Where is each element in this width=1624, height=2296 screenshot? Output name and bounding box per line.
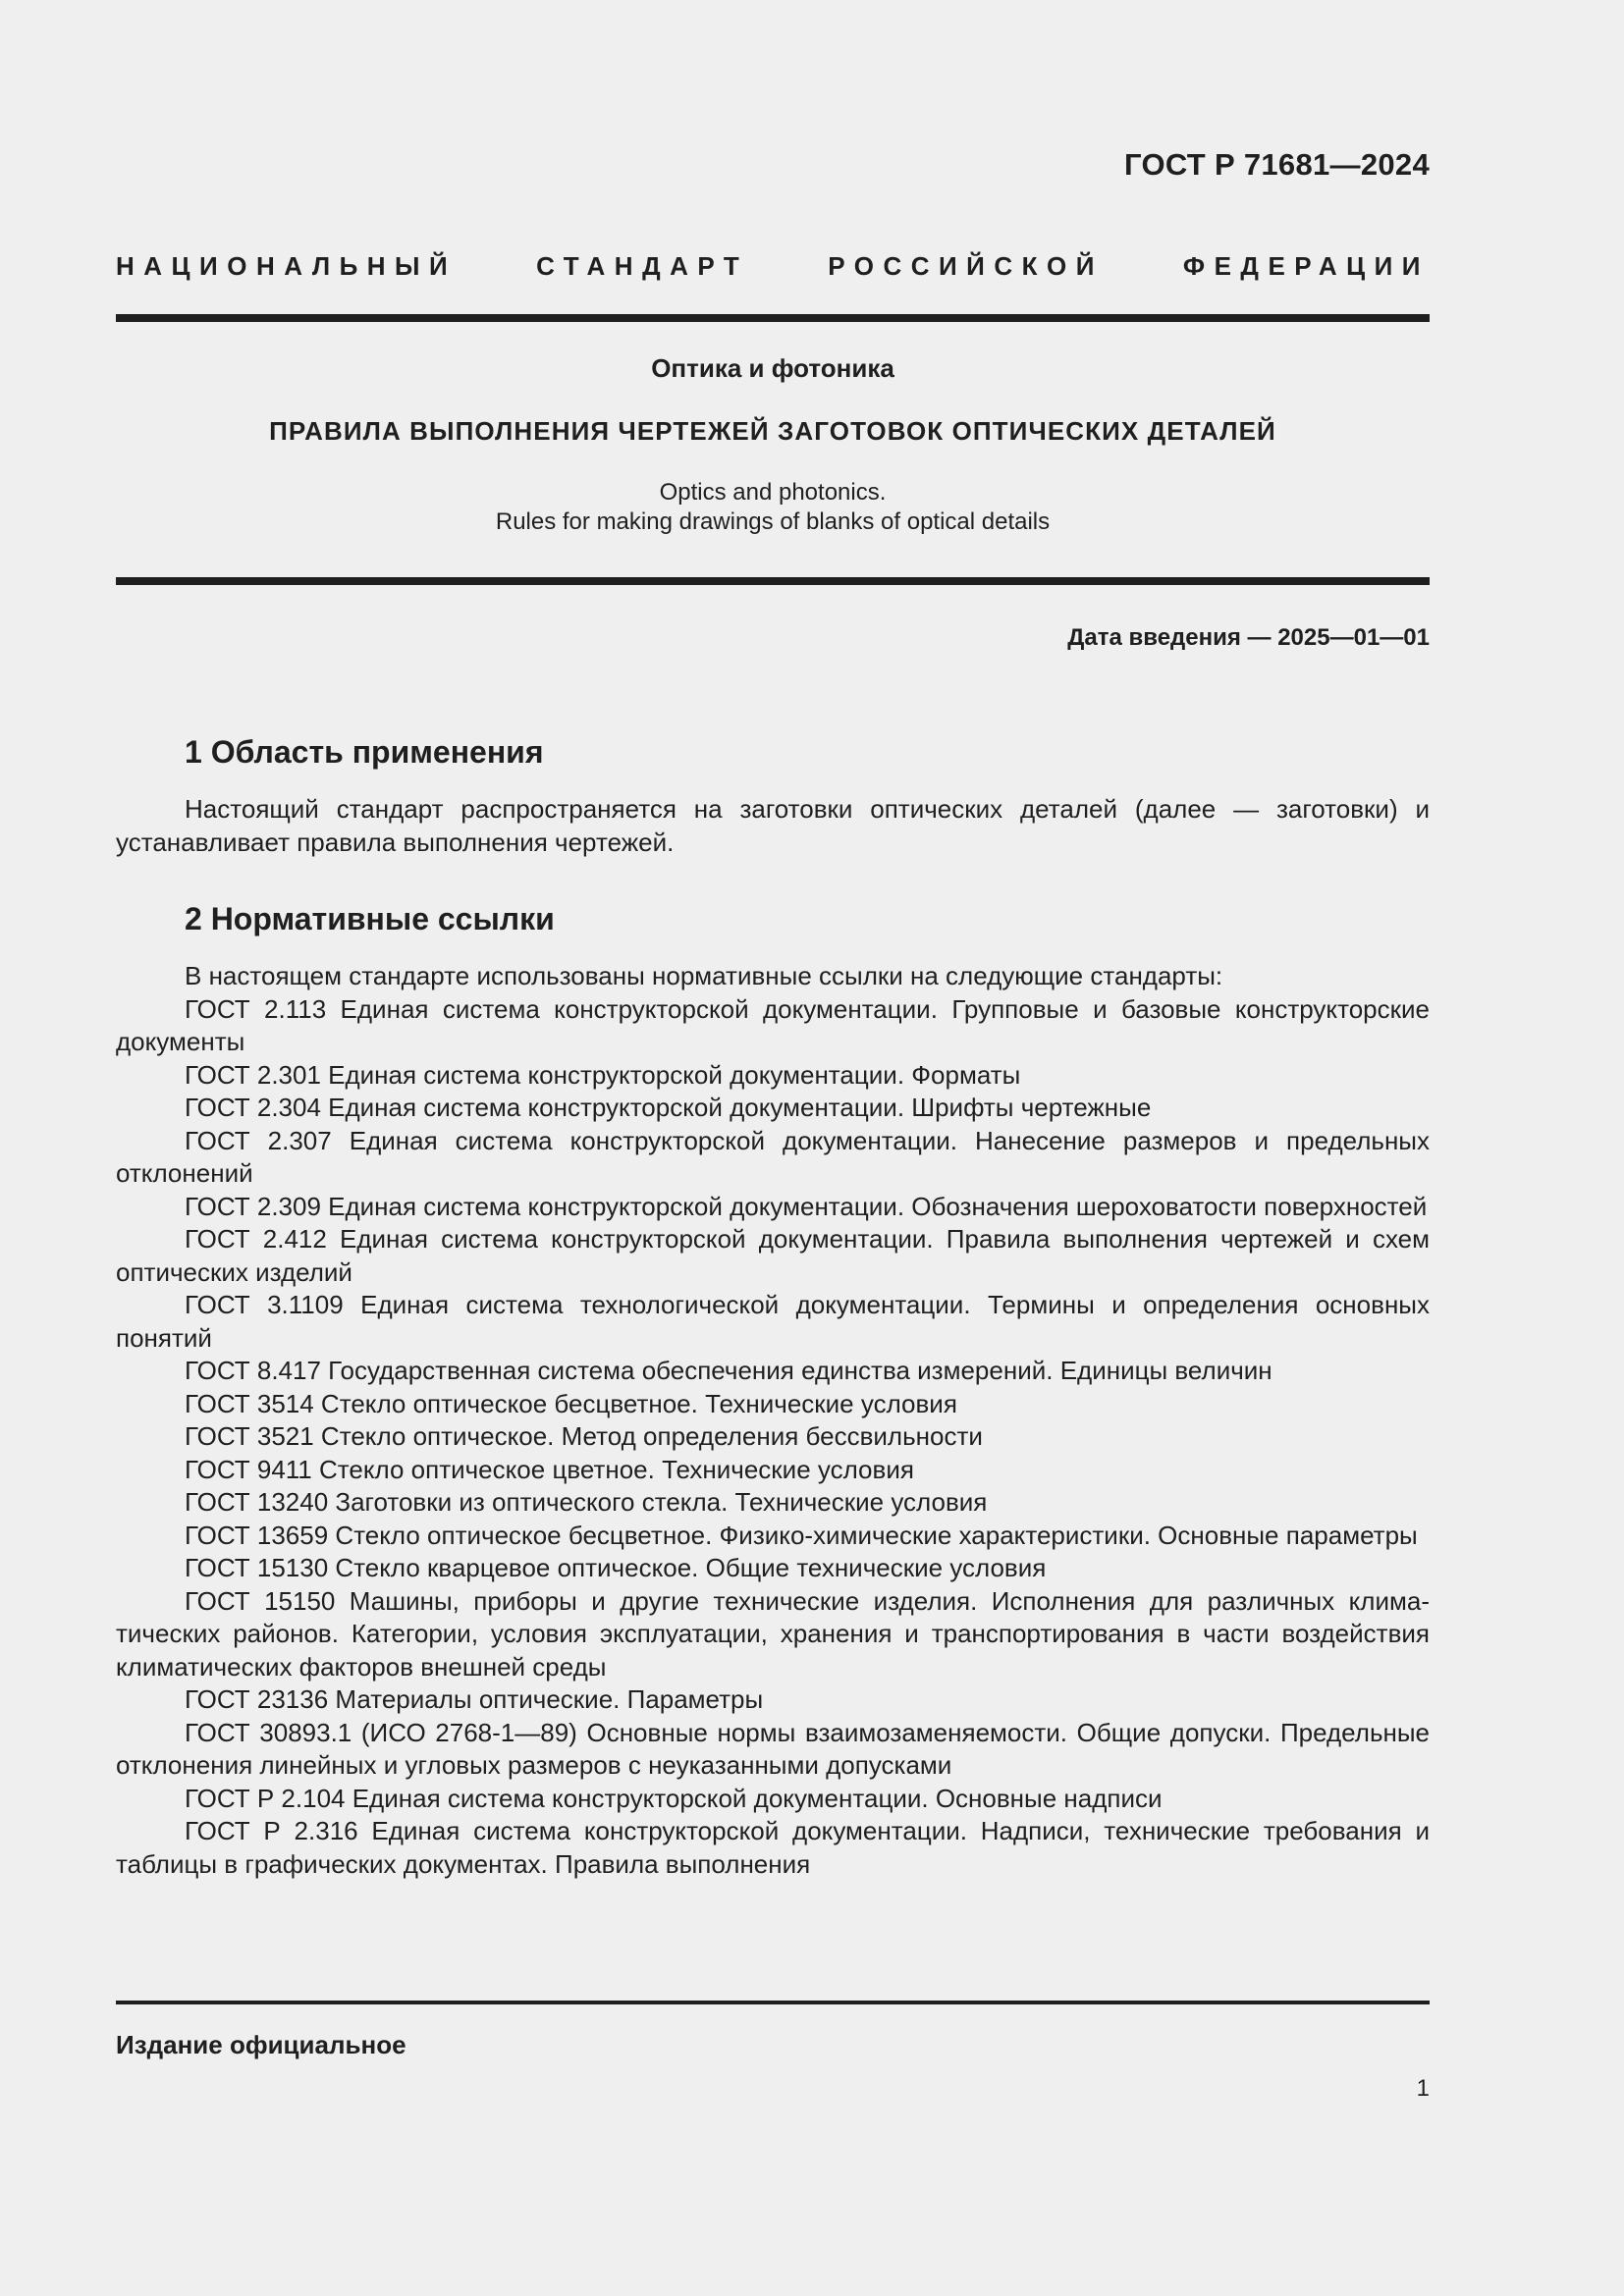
english-title-line-2: Rules for making drawings of blanks of optical details [495,508,1051,535]
reference-item: ГОСТ 8.417 Государственная система обеспечения единства измерений. Единицы величин [185,1356,1272,1385]
reference-item: ГОСТ 15130 Стекло кварцевое оптическое. Общие технические условия [185,1553,1047,1582]
reference-item: ГОСТ 13659 Стекло оптическое бесцветное. Физико-химические характеристики. Основные параметры [185,1520,1418,1550]
reference-item: ГОСТ 3521 Стекло оптическое. Метод определения бессвильности [185,1421,983,1451]
english-title-line-1: Optics and photonics. [659,479,887,506]
reference-item: ГОСТ 9411 Стекло оптическое цветное. Технические условия [185,1454,914,1484]
reference-item: ГОСТ 2.309 Единая система конструкторской документации. Обозначения шероховатости поверхностей [185,1191,1428,1221]
reference-item: ГОСТ 2.304 Единая система конструкторской документации. Шрифты чертежные [185,1093,1152,1122]
reference-item: ГОСТ 3.1109 Единая система технологической документации. Термины и определения основных понятий [116,1290,1430,1353]
title-divider [116,577,1430,585]
reference-item: ГОСТ 2.412 Единая система конструкторской документации. Правила выполнения чертежей и схем оптических изделий [116,1224,1430,1287]
section-1-body [116,793,1430,859]
section-2-intro: В настоящем стандарте использованы нормативные ссылки на следующие стандарты: [185,961,1223,990]
footer-divider [116,2001,1430,2004]
document-page [116,0,1430,2296]
reference-item: ГОСТ 2.113 Единая система конструкторской документации. Групповые и базовые конструкторские документы [116,993,1430,1056]
reference-item: ГОСТ Р 2.316 Единая система конструкторской документации. Надписи, технические требования и таблицы в графических документах. Правила выполнения [116,1816,1430,1879]
reference-item: ГОСТ 3514 Стекло оптическое бесцветное. Технические условия [185,1388,957,1418]
document-number: ГОСТ Р 71681—2024 [1124,147,1430,182]
reference-item: ГОСТ 13240 Заготовки из оптического стекла. Технические условия [185,1487,988,1517]
section-2-body [116,960,1430,1881]
national-standard-banner: НАЦИОНАЛЬНЫЙ СТАНДАРТ РОССИЙСКОЙ ФЕДЕРАЦИИ [116,251,1430,281]
document-title: ПРАВИЛА ВЫПОЛНЕНИЯ ЧЕРТЕЖЕЙ ЗАГОТОВОК ОПТИЧЕСКИХ ДЕТАЛЕЙ [269,416,1276,446]
top-divider [116,314,1430,322]
reference-item: ГОСТ 23136 Материалы оптические. Параметры [185,1684,764,1714]
page-number: 1 [1416,2075,1430,2102]
document-subtitle: Оптика и фотоника [651,353,894,383]
section-1-heading: 1 Область применения [185,734,544,770]
introduction-date: Дата введения — 2025—01—01 [1067,624,1430,651]
section-1-paragraph: Настоящий стандарт распространяется на заготовки оптических деталей (далее — заготовки) и устанавливает правила выполнения чертежей. [116,794,1430,857]
reference-item: ГОСТ 30893.1 (ИСО 2768-1—89) Основные нормы взаимозаменяемости. Общие допуски. Предельные отклонения линейных и угловых размеров с неуказанными допусками [116,1717,1430,1780]
reference-item: ГОСТ 2.307 Единая система конструкторской документации. Нанесение размеров и предельных отклонений [116,1125,1430,1188]
official-edition-label: Издание официальное [116,2030,406,2059]
section-2-heading: 2 Нормативные ссылки [185,901,555,936]
reference-item: ГОСТ Р 2.104 Единая система конструкторской документации. Основные надписи [185,1783,1163,1813]
reference-item: ГОСТ 2.301 Единая система конструкторской документации. Форматы [185,1059,1021,1090]
reference-item: ГОСТ 15150 Машины, приборы и другие технические изделия. Исполнения для различных климатических районов. Категории, условия эксплуатации, хранения и транспортирования в части воздействия климатических факторов внешней среды [116,1585,1430,1682]
